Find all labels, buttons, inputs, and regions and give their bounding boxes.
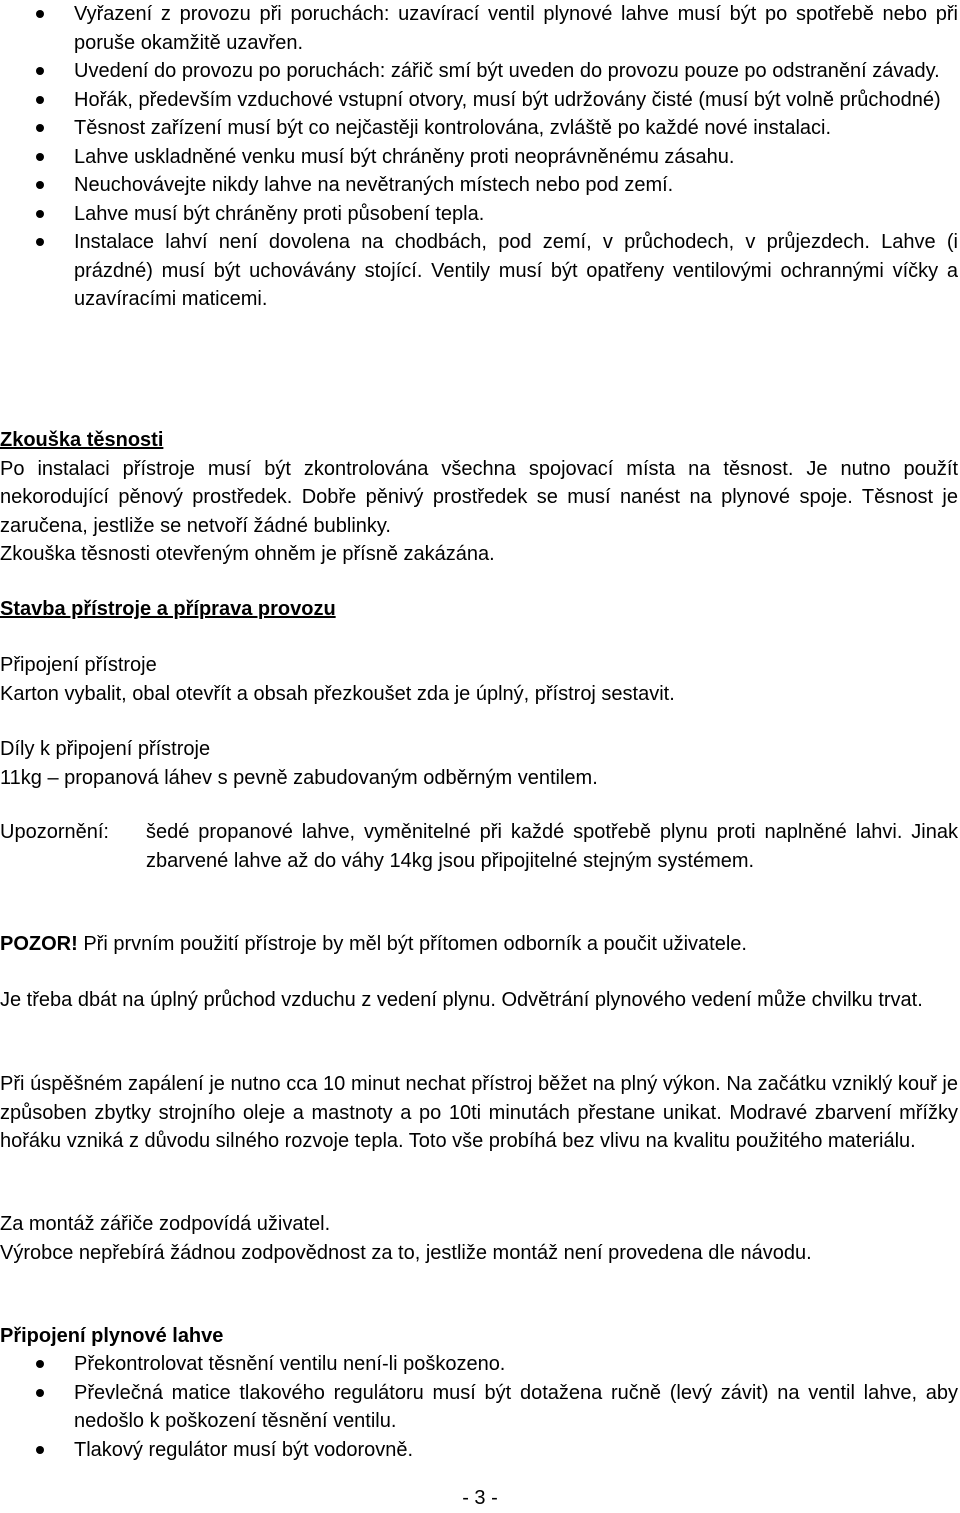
paragraph: Po instalaci přístroje musí být zkontrolována všechna spojovací místa na těsnost. Je nutno použít nekorodující pěnový prostředek. Dobře pěnivý prostředek se musí nanést na plynové spoje. Těsnost je zaručena, jestliže se netvoří žádné bublinky. — [0, 457, 958, 537]
parts-subsection — [0, 735, 958, 792]
air-paragraph: Je třeba dbát na úplný průchod vzduchu z vedení plynu. Odvětrání plynového vedení může chvilku trvat. — [0, 989, 923, 1011]
bullet-icon — [36, 1389, 44, 1397]
leak-test-section — [0, 426, 958, 569]
bullet-icon — [36, 124, 44, 132]
list-item: Těsnost zařízení musí být co nejčastěji kontrolována, zvláště po každé nové instalaci. — [0, 114, 958, 143]
page-number: - 3 - — [462, 1487, 498, 1509]
section-heading: Připojení plynové lahve — [0, 1325, 224, 1347]
connect-subsection — [0, 651, 958, 708]
warning-label: POZOR! — [0, 933, 78, 955]
responsibility-block — [0, 1210, 958, 1267]
bullet-icon — [36, 181, 44, 189]
gas-connection-list — [0, 1350, 958, 1464]
paragraph: Zkouška těsnosti otevřeným ohněm je přísně zakázána. — [0, 543, 495, 565]
list-item: Uvedení do provozu po poruchách: zářič smí být uveden do provozu pouze po odstranění závady. — [0, 57, 958, 86]
paragraph: Karton vybalit, obal otevřít a obsah přezkoušet zda je úplný, přístroj sestavit. — [0, 682, 675, 705]
bullet-icon — [36, 96, 44, 104]
safety-bullet-list — [0, 0, 958, 314]
bullet-icon — [36, 153, 44, 161]
bullet-icon — [36, 67, 44, 75]
list-item: Překontrolovat těsnění ventilu není-li poškozeno. — [0, 1350, 958, 1379]
list-item: Instalace lahví není dovolena na chodbách, pod zemí, v průchodech, v průjezdech. Lahve (i prázdné) musí být uchovávány stojící. Ventily musí být opatřeny ventilovými ochrannými víčky a uzavíracími maticemi. — [0, 228, 958, 314]
bullet-icon — [36, 10, 44, 18]
list-item: Neuchovávejte nikdy lahve na nevětraných místech nebo pod zemí. — [0, 171, 958, 200]
bullet-icon — [36, 210, 44, 218]
bullet-icon — [36, 238, 44, 246]
bullet-icon — [36, 1446, 44, 1454]
subsection-title: Díly k připojení přístroje — [0, 738, 211, 760]
notice-block — [0, 818, 958, 875]
list-item: Tlakový regulátor musí být vodorovně. — [0, 1436, 958, 1465]
list-item: Lahve uskladněné venku musí být chráněny proti neoprávněnému zásahu. — [0, 143, 958, 172]
bullet-icon — [36, 1360, 44, 1368]
list-item: Převlečná matice tlakového regulátoru musí být dotažena ručně (levý závit) na ventil lahve, aby nedošlo k poškození těsnění ventilu. — [0, 1379, 958, 1436]
section-heading: Zkouška těsnosti — [0, 429, 164, 451]
list-item: Hořák, především vzduchové vstupní otvory, musí být udržovány čisté (musí být volně průchodné) — [0, 86, 958, 115]
list-item: Vyřazení z provozu při poruchách: uzavírací ventil plynové lahve musí být po spotřebě nebo při poruše okamžitě uzavřen. — [0, 0, 958, 57]
section-heading: Stavba přístroje a příprava provozu — [0, 598, 336, 620]
warning-text: Při prvním použití přístroje by měl být přítomen odborník a poučit uživatele. — [77, 933, 747, 955]
subsection-title: Připojení přístroje — [0, 654, 157, 676]
notice-text: šedé propanové lahve, vyměnitelné při každé spotřebě plynu proti naplněné lahvi. Jinak zbarvené lahve až do váhy 14kg jsou připojitelné stejným systémem. — [146, 821, 958, 872]
notice-label: Upozornění: — [0, 821, 109, 843]
list-item: Lahve musí být chráněny proti působení tepla. — [0, 200, 958, 229]
setup-heading-block — [0, 595, 958, 624]
ignition-paragraph: Při úspěšném zapálení je nutno cca 10 minut nechat přístroj běžet na plný výkon. Na začátku vzniklý kouř je způsoben zbytky strojního oleje a mastnoty a po 10ti minutách přestane unikat. Modravé zbarvení mřížky hořáku vzniká z důvodu silného rozvoje tepla. Toto vše probíhá bez vlivu na kvalitu použitého materiálu. — [0, 1073, 958, 1152]
warning-block — [0, 930, 958, 959]
paragraph: Výrobce nepřebírá žádnou zodpovědnost za to, jestliže montáž není provedena dle návodu. — [0, 1241, 812, 1264]
gas-connection-heading-block — [0, 1322, 958, 1351]
paragraph: 11kg – propanová láhev s pevně zabudovaným odběrným ventilem. — [0, 766, 598, 789]
paragraph: Za montáž zářiče zodpovídá uživatel. — [0, 1213, 331, 1235]
